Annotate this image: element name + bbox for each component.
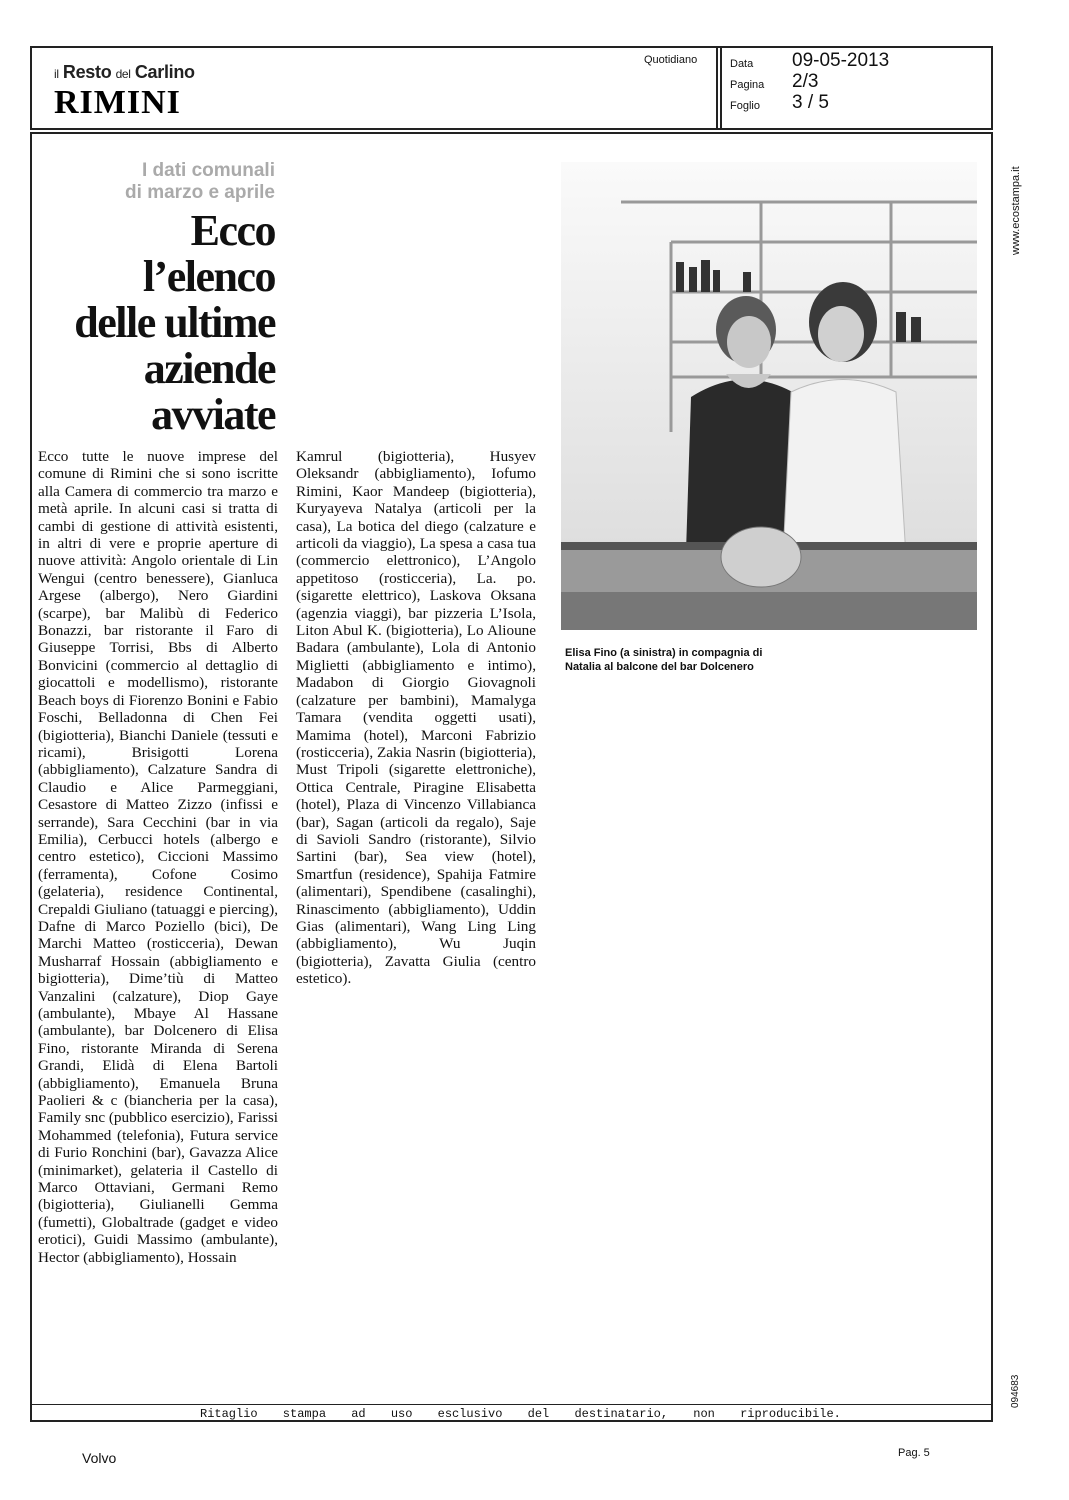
article-column-1: Ecco tutte le nuove imprese del comune di Rimini che si sono iscritte alla Camera di commercio tra marzo e metà aprile. In alcuni casi si tratta di cambi di gestione di attività esistenti, in altri di vere e proprie aperture di nuove attività: Angolo orientale di Lin Wengui (centro benessere), Gianluca Argese (albergo), Nero Giardini (scarpe), bar Malibù di Federico Bonazzi, bar ristorante il Faro di Giuseppe Torrisi, Bbs di Alberto Bonvicini (commercio al dettaglio di giocattoli e modellismo), ristorante Beach boys di Fiorenzo Bonini e Fabio Foschi, Belladonna di Chen Fei (bigiotteria), Bianchi Daniele (tessuti e ricami), Brisigotti Lorena (abbigliamento), Calzature Sandra di Claudio e Alice Parmeggiani, Cesastore di Matteo Zizzo (infissi e serrande), Sara Cecchini (bar in via Emilia), Cerbucci hotels (albergo e centro estetico), Ciccioni Massimo (ferramenta), Cofone Cosimo (gelateria), residence Continental, Crepaldi Giuliano (tatuaggi e piercing), Dafne di Marco Poziello (bici), De Marchi Matteo (rosticceria), Dewan Musharraf Hossain (abbigliamento e bigiotteria), Dime’tiù di Matteo Vanzalini (calzature), Diop Gaye (ambulante), Mbaye Al Hassane (ambulante), bar Dolcenero di Elisa Fino, ristorante Miranda di Serena Grandi, Elidà di Elena Bartoli (abbigliamento), Emanuela Bruna Paolieri & c (biancheria per la casa), Family snc (pubblico esercizio), Farissi Mohammed (telefonia), Futura service di Furio Ronchini (bar), Gavazza Alice (minimarket), gelateria il Castello di Marco Ottaviani, Germani Remo (bigiotteria), Giulianelli Gemma (fumetti), Globaltrade (gadget e video erotici), Guidi Massimo (ambulante), Hector (abbigliamento), Hossain (38, 448, 278, 1266)
masthead-carlino: Carlino (134, 62, 195, 82)
masthead-city: RIMINI (54, 84, 181, 121)
newspaper-header (30, 46, 993, 130)
side-code (1010, 1368, 1026, 1408)
masthead-resto: Resto (62, 62, 112, 82)
masthead-logo (54, 62, 195, 83)
page-number: Pag. 5 (898, 1447, 930, 1459)
headline-line: l’elenco (142, 252, 275, 301)
sheet-label: Foglio (730, 100, 760, 112)
sheet-value: 3 / 5 (792, 92, 829, 113)
kicker-line: I dati comunali (141, 160, 275, 181)
article-photo (561, 162, 977, 630)
headline-line: avviate (151, 390, 275, 439)
header-divider (720, 48, 722, 128)
copyright-note: Ritaglio stampa ad uso esclusivo del destinatario, non riproducibile. (200, 1407, 841, 1421)
page-value: 2/3 (792, 71, 819, 92)
publication-type: Quotidiano (644, 54, 698, 66)
side-url-text: www.ecostampa.it (1010, 166, 1022, 255)
article-kicker (60, 160, 275, 204)
date-value: 09-05-2013 (792, 50, 890, 71)
side-url (1010, 145, 1026, 255)
page-label: Pagina (730, 79, 765, 91)
date-label: Data (730, 58, 754, 70)
headline-line: Ecco (190, 206, 275, 255)
client-name: Volvo (82, 1450, 117, 1466)
photo-caption: Elisa Fino (a sinistra) in compagnia di Natalia al balcone del bar Dolcenero (565, 647, 763, 673)
side-code-text: 094683 (1010, 1374, 1021, 1408)
masthead-del: del (115, 67, 131, 81)
headline-line: delle ultime (74, 298, 275, 347)
article-column-2: Kamrul (bigiotteria), Husyev Oleksandr (abbigliamento), Iofumo Rimini, Kaor Mandeep (bigiotteria), Kuryayeva Natalya (articoli per la casa), La botica del diego (calzature e articoli da viaggio), La spesa a casa tua (commercio elettronico), L’Angolo appetitoso (rosticceria), La. po. (sigarette elettrico), Laskova Oksana (agenzia viaggi), bar pizzeria L’Isola, Liton Abul K. (bigiotteria), Lo Alioune Badara (ambulante), Lola di Antonio Miglietti (abbigliamento e intimo), Madabon di Giorgio Giovagnoli (calzature per bambini), Mamalyga Tamara (vendita oggetti usati), Mamima (hotel), Marconi Fabrizio (rosticceria), Zakia Nasrin (bigiotteria), Must Tripoli (sigarette elettroniche), Ottica Centrale, Piragine Elisabetta (hotel), Plaza di Vincenzo Villabianca (bar), Sagan (articoli da regalo), Saje di Savioli Sandro (ristorante), Silvio Sartini (bar), Sea view (hotel), Smartfun (residence), Spahija Fatmire (alimentari), Spendibene (casalinghi), Rinascimento (abbigliamento), Uddin Gias (alimentari), Wang Ling Ling (abbigliamento), Wu Juqin (bigiotteria), Zavatta Giulia (centro estetico). (296, 448, 536, 988)
header-divider (716, 48, 718, 128)
masthead-prefix: il (54, 67, 59, 81)
meta-values (792, 50, 889, 113)
meta-labels (730, 54, 764, 117)
kicker-line: di marzo e aprile (125, 182, 275, 203)
footer-divider (30, 1404, 993, 1405)
photo-illustration (561, 162, 977, 630)
headline-line: aziende (143, 344, 275, 393)
article-headline (40, 208, 275, 438)
